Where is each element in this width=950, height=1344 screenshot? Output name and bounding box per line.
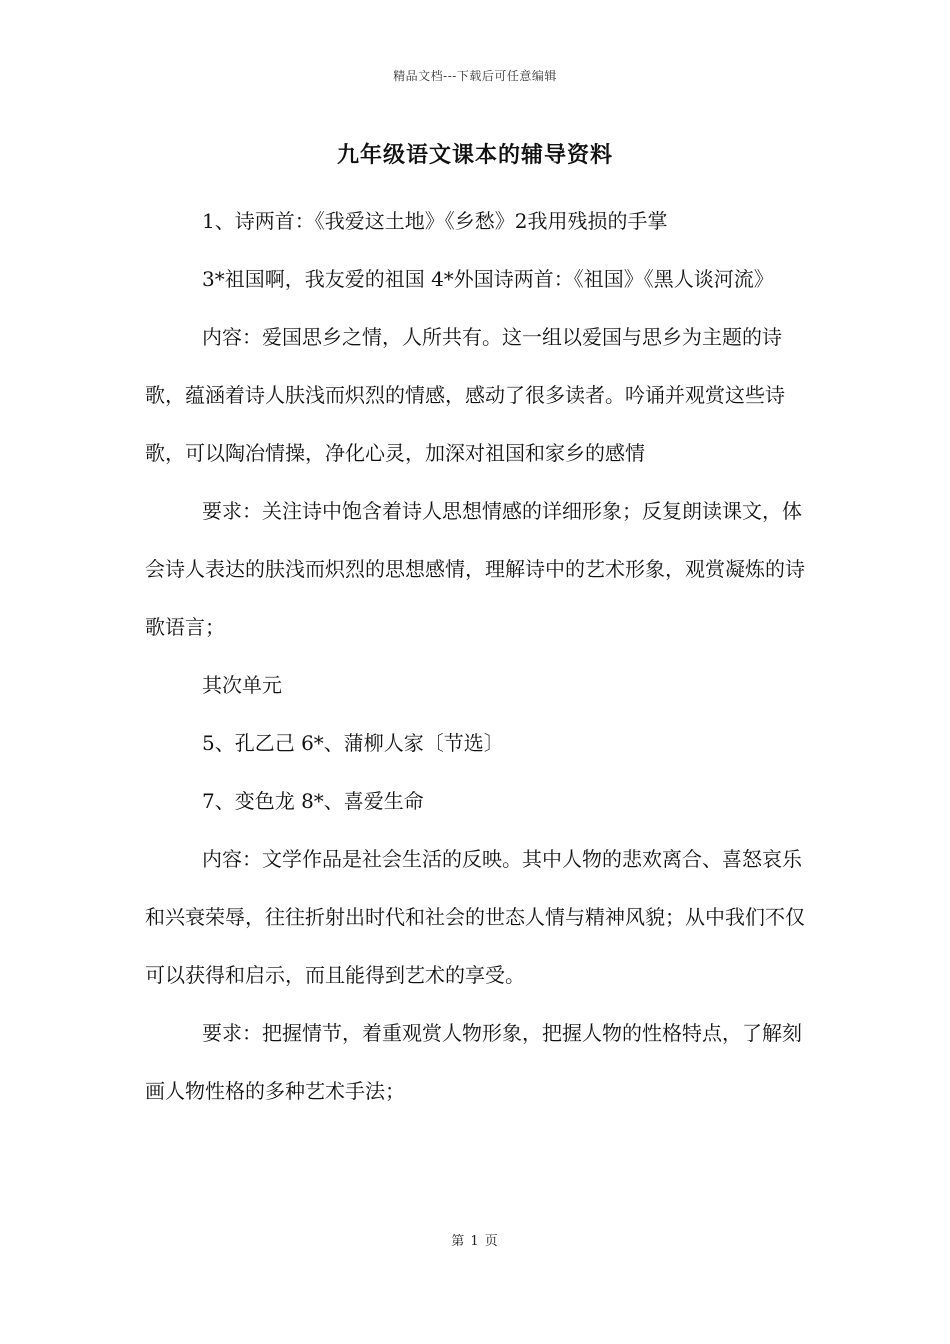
document-title: 九年级语文课本的辅导资料 — [336, 142, 613, 168]
document-body — [145, 192, 810, 1120]
paragraph-poems: 1、诗两首：《我爱这土地》《乡愁》2我用残损的手掌 — [202, 209, 668, 233]
paragraph-lessons-7-8: 7、变色龙 8*、喜爱生命 — [202, 789, 424, 813]
paragraph-unit2-heading: 其次单元 — [202, 673, 282, 697]
paragraph-poems-continued: 3*祖国啊，我友爱的祖国 4*外国诗两首：《祖国》《黑人谈河流》 — [202, 267, 774, 291]
paragraph-requirements-unit2: 要求：把握情节，着重观赏人物形象，把握人物的性格特点，了解刻画人物性格的多种艺术手法； — [145, 1021, 802, 1103]
paragraph-content-unit1: 内容：爱国思乡之情，人所共有。这一组以爱国与思乡为主题的诗歌，蕴涵着诗人肤浅而炽烈的情感，感动了很多读者。吟诵并观赏这些诗歌，可以陶冶情操，净化心灵，加深对祖国和家乡的感情 — [145, 325, 785, 465]
paragraph-lessons-5-6: 5、孔乙己 6*、蒲柳人家〔节选〕 — [202, 731, 504, 755]
paragraph-content-unit2: 内容：文学作品是社会生活的反映。其中人物的悲欢离合、喜怒哀乐和兴衰荣辱，往往折射出时代和社会的世态人情与精神风貌；从中我们不仅可以获得和启示，而且能得到艺术的享受。 — [145, 847, 805, 987]
header-note: 精品文档---下载后可任意编辑 — [393, 69, 557, 83]
page-number: 第 1 页 — [451, 1234, 499, 1249]
paragraph-requirements-unit1: 要求：关注诗中饱含着诗人思想情感的详细形象；反复朗读课文，体会诗人表达的肤浅而炽烈的思想感情，理解诗中的艺术形象，观赏凝炼的诗歌语言； — [145, 499, 805, 639]
